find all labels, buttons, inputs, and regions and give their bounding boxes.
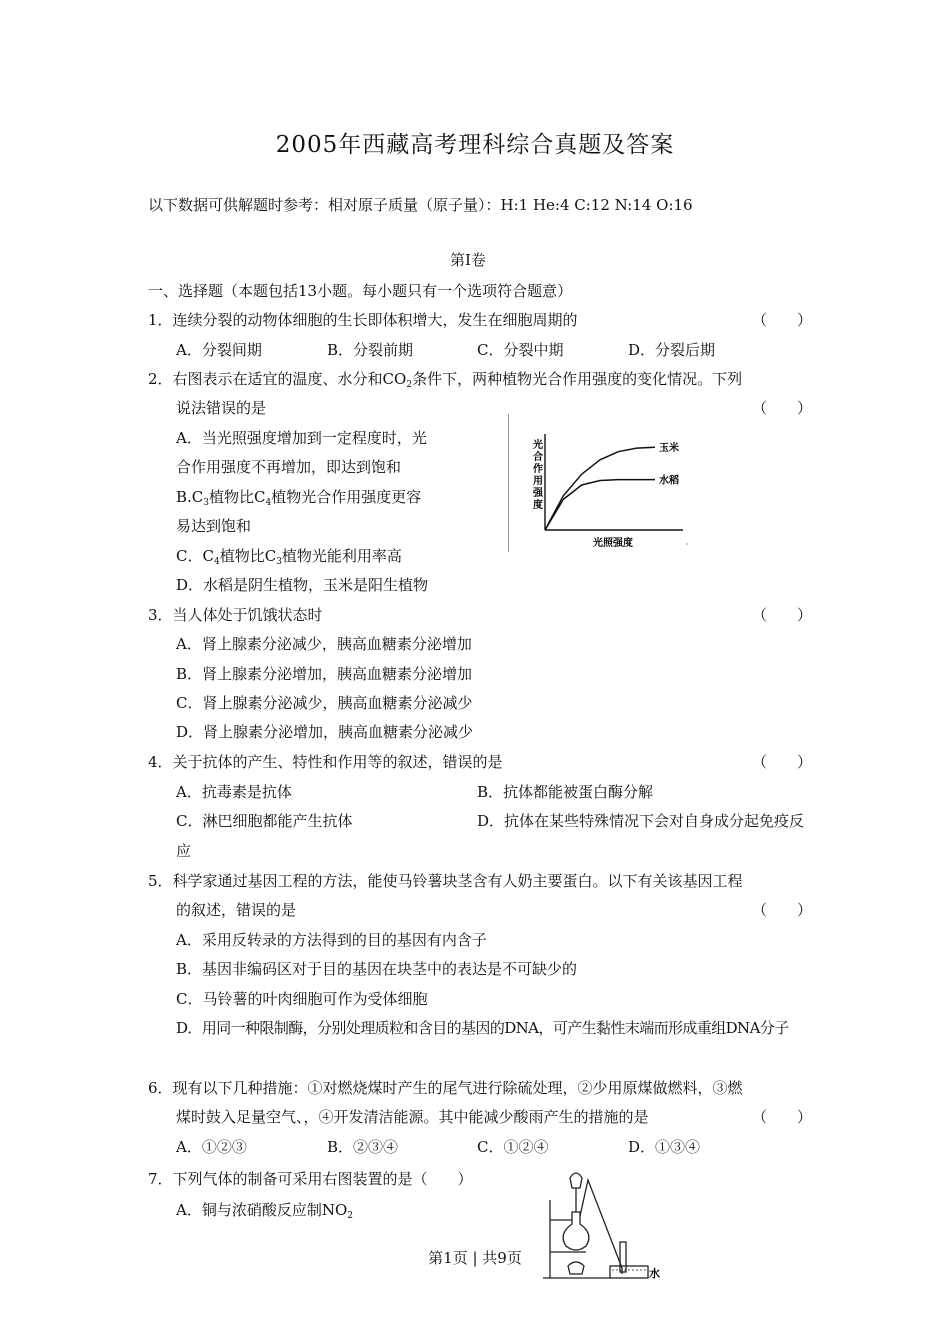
separatory-funnel bbox=[570, 1173, 582, 1188]
answer-paren: （ ） bbox=[752, 753, 813, 771]
q5-option-c: C．马铃薯的叶肉细胞可作为受体细胞 bbox=[176, 990, 428, 1008]
question-5-stem: 5．科学家通过基因工程的方法，能使马铃薯块茎含有人奶主要蛋白。以下有关该基因工程 bbox=[148, 872, 743, 890]
q2-option-b: $B.C_3$植物比$C_4$植物光合作用强度更容 bbox=[176, 488, 422, 508]
q4-option-d: D．抗体在某些特殊情况下会对自身成分起免疫反 bbox=[477, 812, 805, 830]
q4-option-a: A．抗毒素是抗体 bbox=[176, 783, 292, 801]
q7-option-a: A．铜与浓硝酸反应制$NO_2$ bbox=[176, 1201, 353, 1221]
page-footer: 第1页 | 共9页 bbox=[428, 1249, 522, 1267]
plot-area bbox=[545, 434, 683, 530]
q3-option-c: C．肾上腺素分泌减少，胰高血糖素分泌减少 bbox=[176, 694, 473, 712]
question-5-stem-cont: 的叙述，错误的是 bbox=[176, 901, 297, 919]
q1-option-c: C．分裂中期 bbox=[477, 341, 564, 359]
q6-option-d: D．①③④ bbox=[628, 1138, 701, 1156]
question-4-stem: 4．关于抗体的产生、特性和作用等的叙述，错误的是 bbox=[148, 753, 503, 771]
page-title: 2005年西藏高考理科综合真题及答案 bbox=[275, 132, 675, 158]
question-7-stem: 7．下列气体的制备可采用右图装置的是（ ） bbox=[148, 1170, 473, 1188]
series-label-1: 玉米 bbox=[659, 443, 679, 455]
q1-option-b: B．分裂前期 bbox=[327, 341, 414, 359]
q5-option-a: A．采用反转录的方法得到的目的基因有内含子 bbox=[176, 931, 487, 949]
y-axis-label-char: 光 bbox=[533, 440, 543, 451]
photosynthesis-chart bbox=[508, 414, 694, 552]
part-heading: 一、选择题（本题包括13小题。每小题只有一个选项符合题意） bbox=[148, 282, 573, 300]
y-axis-label-char: 度 bbox=[533, 500, 543, 511]
q6-option-b: B．②③④ bbox=[327, 1138, 399, 1156]
answer-paren: （ ） bbox=[752, 1108, 813, 1126]
series-label-2: 水稻 bbox=[659, 475, 679, 487]
y-axis-label-char: 用 bbox=[533, 476, 543, 487]
question-1-stem: 1．连续分裂的动物体细胞的生长即体积增大，发生在细胞周期的 bbox=[148, 311, 578, 329]
q3-option-b: B．肾上腺素分泌增加，胰高血糖素分泌增加 bbox=[176, 665, 473, 683]
q4-option-c: C．淋巴细胞都能产生抗体 bbox=[176, 812, 353, 830]
y-axis-label-char: 强 bbox=[533, 488, 543, 499]
q2-option-a: A．当光照强度增加到一定程度时，光 bbox=[176, 429, 427, 447]
q6-option-a: A．①②③ bbox=[176, 1138, 247, 1156]
q5-option-b: B．基因非编码区对于目的基因在块茎中的表达是不可缺少的 bbox=[176, 960, 578, 978]
answer-paren: （ ） bbox=[752, 606, 813, 624]
series-line-2 bbox=[545, 480, 655, 530]
y-axis-label bbox=[532, 438, 544, 511]
q6-option-c: C．①②④ bbox=[477, 1138, 549, 1156]
q3-option-a: A．肾上腺素分泌减少，胰高血糖素分泌增加 bbox=[176, 635, 472, 653]
x-axis-label: 光照强度 bbox=[593, 538, 633, 549]
q2-option-b-cont: 易达到饱和 bbox=[176, 517, 252, 535]
reference-note: 以下数据可供解题时参考：相对原子质量（原子量）：H:1 He:4 C:12 N:14 O:16 bbox=[148, 196, 693, 214]
question-2-stem: 2．右图表示在适宜的温度、水分和$CO_2$条件下，两种植物光合作用强度的变化情况。下列 bbox=[148, 370, 743, 390]
q4-option-b: B．抗体都能被蛋白酶分解 bbox=[477, 783, 654, 801]
question-6-stem: 6．现有以下几种措施：①对燃烧煤时产生的尾气进行除硫处理，②少用原煤做燃料，③燃 bbox=[148, 1079, 743, 1097]
water-label: 水 bbox=[649, 1267, 660, 1280]
question-3-stem: 3．当人体处于饥饿状态时 bbox=[148, 606, 323, 624]
question-6-stem-cont: 煤时鼓入足量空气、，④开发清洁能源。其中能减少酸雨产生的措施的是 bbox=[176, 1108, 649, 1126]
question-2-stem-cont: 说法错误的是 bbox=[176, 399, 267, 417]
q2-option-d: D．水稻是阴生植物，玉米是阳生植物 bbox=[176, 576, 429, 594]
q3-option-d: D．肾上腺素分泌增加，胰高血糖素分泌减少 bbox=[176, 723, 474, 741]
q5-option-d: D．用同一种限制酶，分别处理质粒和含目的基因的DNA，可产生黏性末端而形成重组DNA分子 bbox=[176, 1019, 789, 1037]
series-line-1 bbox=[545, 447, 655, 530]
y-axis-label-char: 作 bbox=[533, 464, 543, 475]
answer-paren: （ ） bbox=[752, 399, 813, 417]
section-heading: 第Ⅰ卷 bbox=[450, 251, 486, 269]
answer-paren: （ ） bbox=[752, 311, 813, 329]
y-axis-label-char: 合 bbox=[533, 452, 543, 463]
answer-paren: （ ） bbox=[752, 901, 813, 919]
q1-option-a: A．分裂间期 bbox=[176, 341, 262, 359]
round-flask bbox=[563, 1212, 589, 1250]
q2-option-c: C．$C_4$植物比$C_3$植物光能利用率高 bbox=[176, 547, 402, 567]
q1-option-d: D．分裂后期 bbox=[628, 341, 716, 359]
q2-option-a-cont: 合作用强度不再增加，即达到饱和 bbox=[176, 458, 402, 476]
q4-option-d-cont: 应 bbox=[176, 842, 192, 860]
